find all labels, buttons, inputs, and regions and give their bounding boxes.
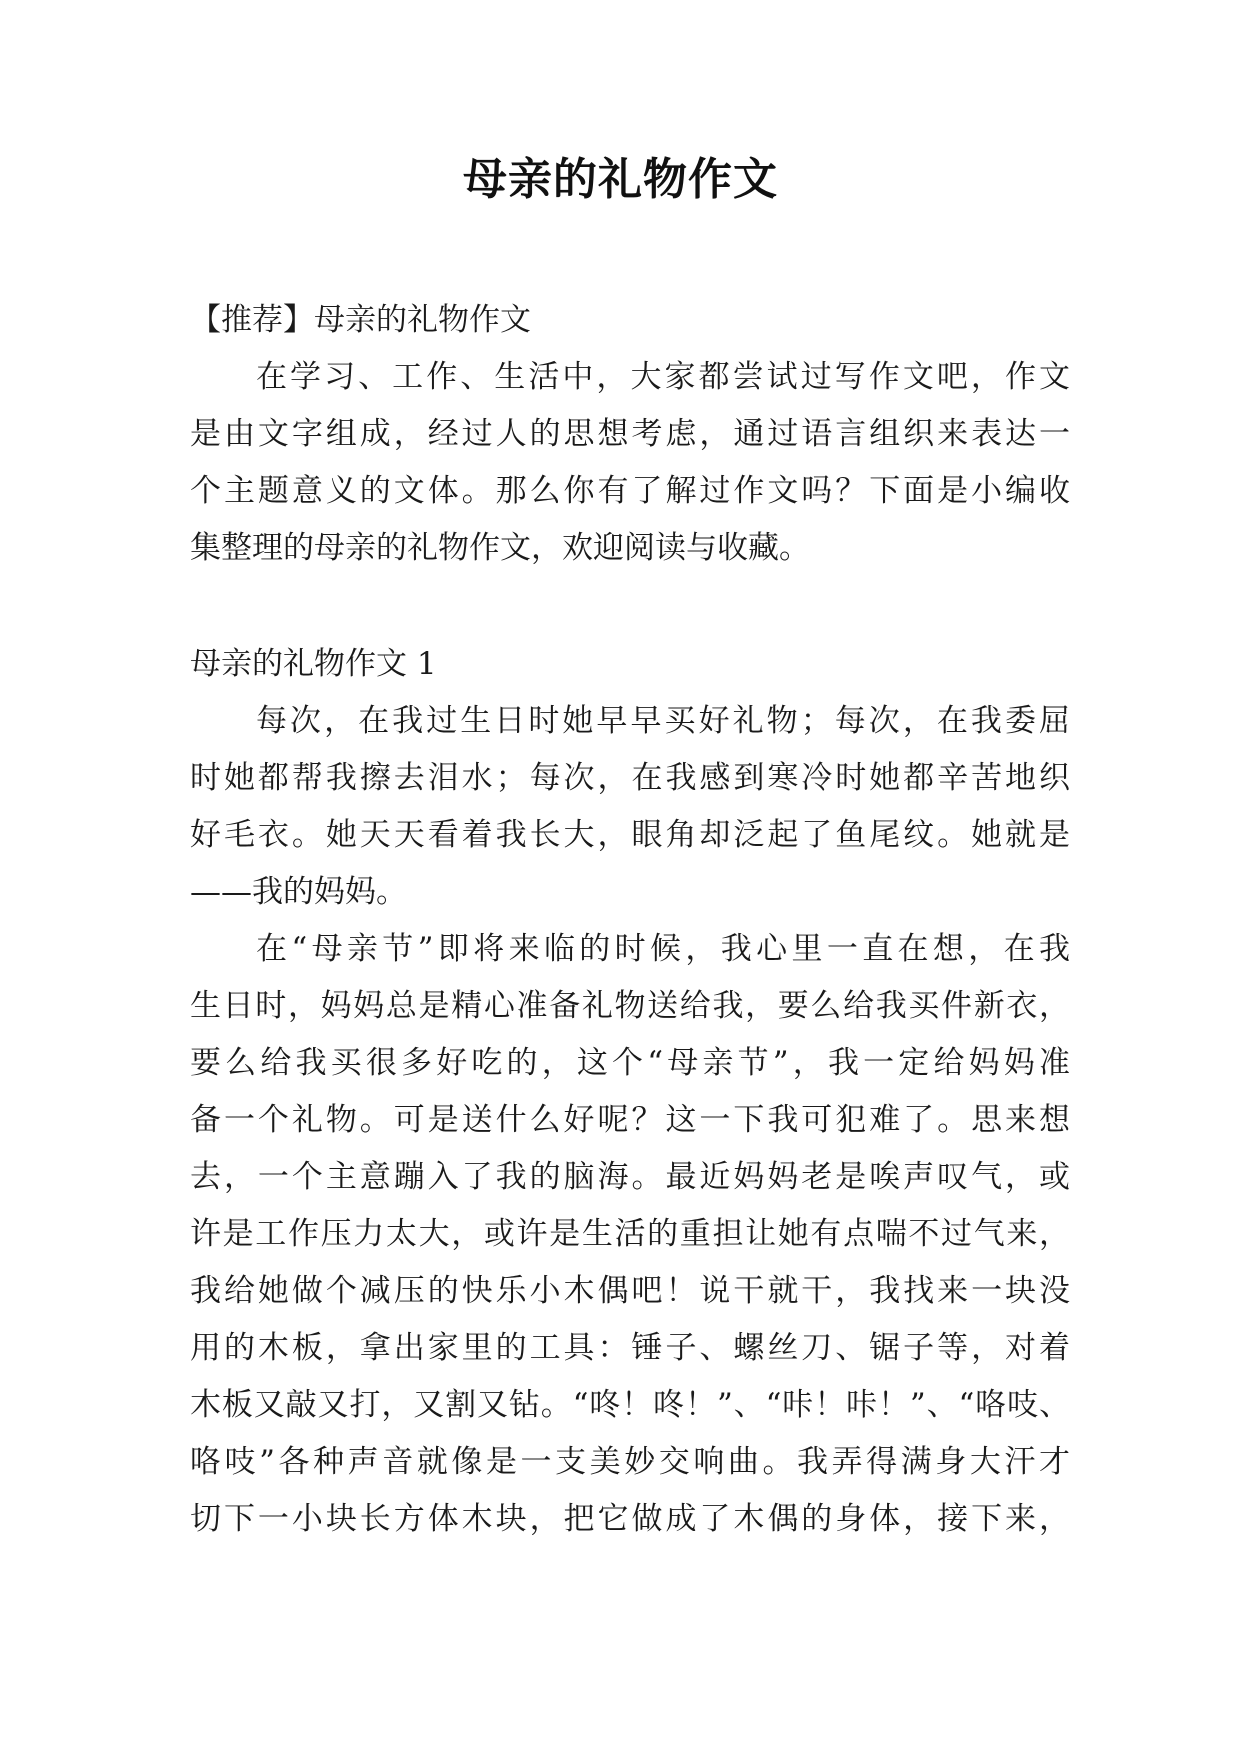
intro-line-4: 集整理的母亲的礼物作文，欢迎阅读与收藏。 (190, 530, 810, 566)
body-line-15: 切下一小块长方体木块，把它做成了木偶的身体，接下来， (190, 1501, 1070, 1537)
body-line-6: 生日时，妈妈总是精心准备礼物送给我，要么给我买件新衣， (190, 988, 1070, 1024)
body-line-9: 去，一个主意蹦入了我的脑海。最近妈妈老是唉声叹气，或 (190, 1159, 1070, 1195)
document-title: 母亲的礼物作文 (463, 154, 778, 205)
body-line-12: 用的木板，拿出家里的工具：锤子、螺丝刀、锯子等，对着 (190, 1330, 1070, 1366)
body-line-7: 要么给我买很多好吃的，这个“母亲节”，我一定给妈妈准 (190, 1045, 1070, 1081)
body-line-13: 木板又敲又打，又割又钻。“咚！咚！”、“咔！咔！”、“咯吱、 (190, 1387, 1070, 1423)
body-line-2: 时她都帮我擦去泪水；每次，在我感到寒冷时她都辛苦地织 (190, 760, 1070, 796)
body-line-8: 备一个礼物。可是送什么好呢？这一下我可犯难了。思来想 (190, 1102, 1070, 1138)
intro-line-3: 个主题意义的文体。那么你有了解过作文吗？下面是小编收 (190, 473, 1070, 509)
body-line-3: 好毛衣。她天天看着我长大，眼角却泛起了鱼尾纹。她就是 (190, 817, 1070, 853)
body-line-10: 许是工作压力太大，或许是生活的重担让她有点喘不过气来， (190, 1216, 1070, 1252)
body-line-11: 我给她做个减压的快乐小木偶吧！说干就干，我找来一块没 (190, 1273, 1070, 1309)
body-line-14: 咯吱”各种声音就像是一支美妙交响曲。我弄得满身大汗才 (190, 1444, 1070, 1480)
body-line-5: 在“母亲节”即将来临的时候，我心里一直在想，在我 (256, 931, 1070, 967)
intro-line-2: 是由文字组成，经过人的思想考虑，通过语言组织来表达一 (190, 416, 1070, 452)
body-line-4: ——我的妈妈。 (190, 874, 407, 910)
body-line-1: 每次，在我过生日时她早早买好礼物；每次，在我委屈 (256, 703, 1070, 739)
recommend-heading: 【推荐】母亲的礼物作文 (190, 302, 531, 338)
section-heading: 母亲的礼物作文 1 (190, 646, 437, 682)
intro-line-1: 在学习、工作、生活中，大家都尝试过写作文吧，作文 (256, 359, 1070, 395)
